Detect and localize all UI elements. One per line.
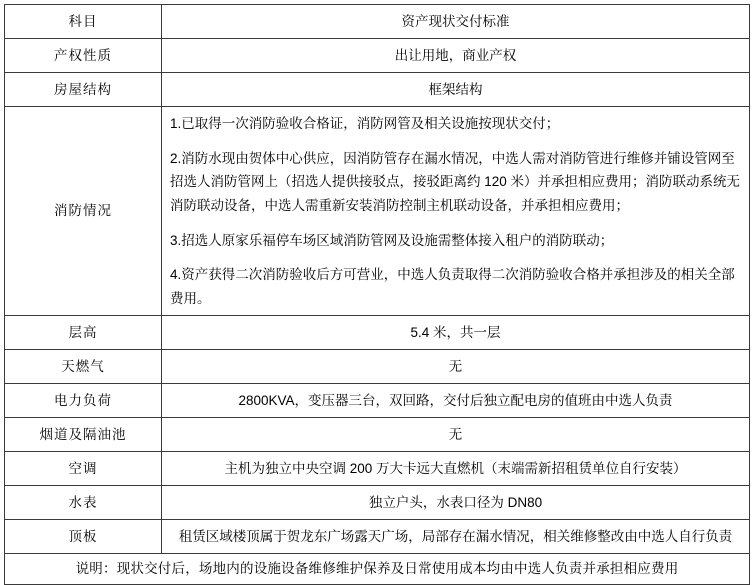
fire-paragraph-4: 4.资产获得二次消防验收后方可营业，中选人负责取得二次消防验收合格并承担涉及的相关全部费用。: [170, 267, 735, 306]
cell-note: 说明：现状交付后，场地内的设施设备维修维护保养及日常使用成本均由中选人负责并承担相应费用: [5, 554, 750, 585]
fire-paragraph-1: 1.已取得一次消防验收合格证，消防网管及相关设施按现状交付；: [170, 116, 560, 131]
cell-label-subject: 科目: [5, 5, 162, 39]
cell-value-roof-slab: 租赁区域楼顶属于贺龙东广场露天广场，局部存在漏水情况，相关维修整改由中选人自行负责: [162, 520, 750, 554]
cell-label-power-load: 电力负荷: [5, 384, 162, 418]
cell-label-natural-gas: 天燃气: [5, 350, 162, 384]
table-row: [5, 350, 750, 384]
cell-value-building-structure: 框架结构: [162, 73, 750, 107]
table-row-fire-protection: [5, 107, 750, 316]
cell-value-power-load: 2800KVA，变压器三台，双回路，交付后独立配电房的值班由中选人负责: [162, 384, 750, 418]
cell-label-air-conditioning: 空调: [5, 452, 162, 486]
asset-handover-standard-table: [4, 4, 750, 585]
table-row: [5, 452, 750, 486]
table-row: [5, 486, 750, 520]
table-row: [5, 316, 750, 350]
cell-label-water-meter: 水表: [5, 486, 162, 520]
cell-label-flue-grease-trap: 烟道及隔油池: [5, 418, 162, 452]
cell-value-flue-grease-trap: 无: [162, 418, 750, 452]
cell-value-water-meter: 独立户头，水表口径为 DN80: [162, 486, 750, 520]
fire-paragraph-3: 3.招选人原家乐福停车场区域消防管网及设施需整体接入租户的消防联动；: [170, 232, 614, 248]
table-row: [5, 418, 750, 452]
table-row-header: [5, 5, 750, 39]
table-row-note: [5, 554, 750, 585]
cell-value-property-nature: 出让用地，商业产权: [162, 39, 750, 73]
fire-paragraph-2: 2.消防水现由贺体中心供应，因消防管存在漏水情况，中选人需对消防管进行维修并铺设管网至招选人消防管网上（招选人提供接驳点，接驳距离约 120 米）并承担相应费用；消防联动系统无消防联动设备，中选人需重新安装消防控制主机联动设备，并承担相应费用；: [170, 150, 741, 213]
cell-label-property-nature: 产权性质: [5, 39, 162, 73]
cell-value-natural-gas: 无: [162, 350, 750, 384]
table-row: [5, 384, 750, 418]
cell-label-building-structure: 房屋结构: [5, 73, 162, 107]
cell-value-air-conditioning: 主机为独立中央空调 200 万大卡远大直燃机（末端需新招租赁单位自行安装）: [162, 452, 750, 486]
cell-value-fire-protection: [162, 107, 750, 316]
cell-label-roof-slab: 顶板: [5, 520, 162, 554]
cell-value-subject: 资产现状交付标准: [162, 5, 750, 39]
cell-label-floor-height: 层高: [5, 316, 162, 350]
cell-label-fire-protection: 消防情况: [5, 107, 162, 316]
table-row: [5, 73, 750, 107]
cell-value-floor-height: 5.4 米，共一层: [162, 316, 750, 350]
table-row: [5, 39, 750, 73]
table-row: [5, 520, 750, 554]
